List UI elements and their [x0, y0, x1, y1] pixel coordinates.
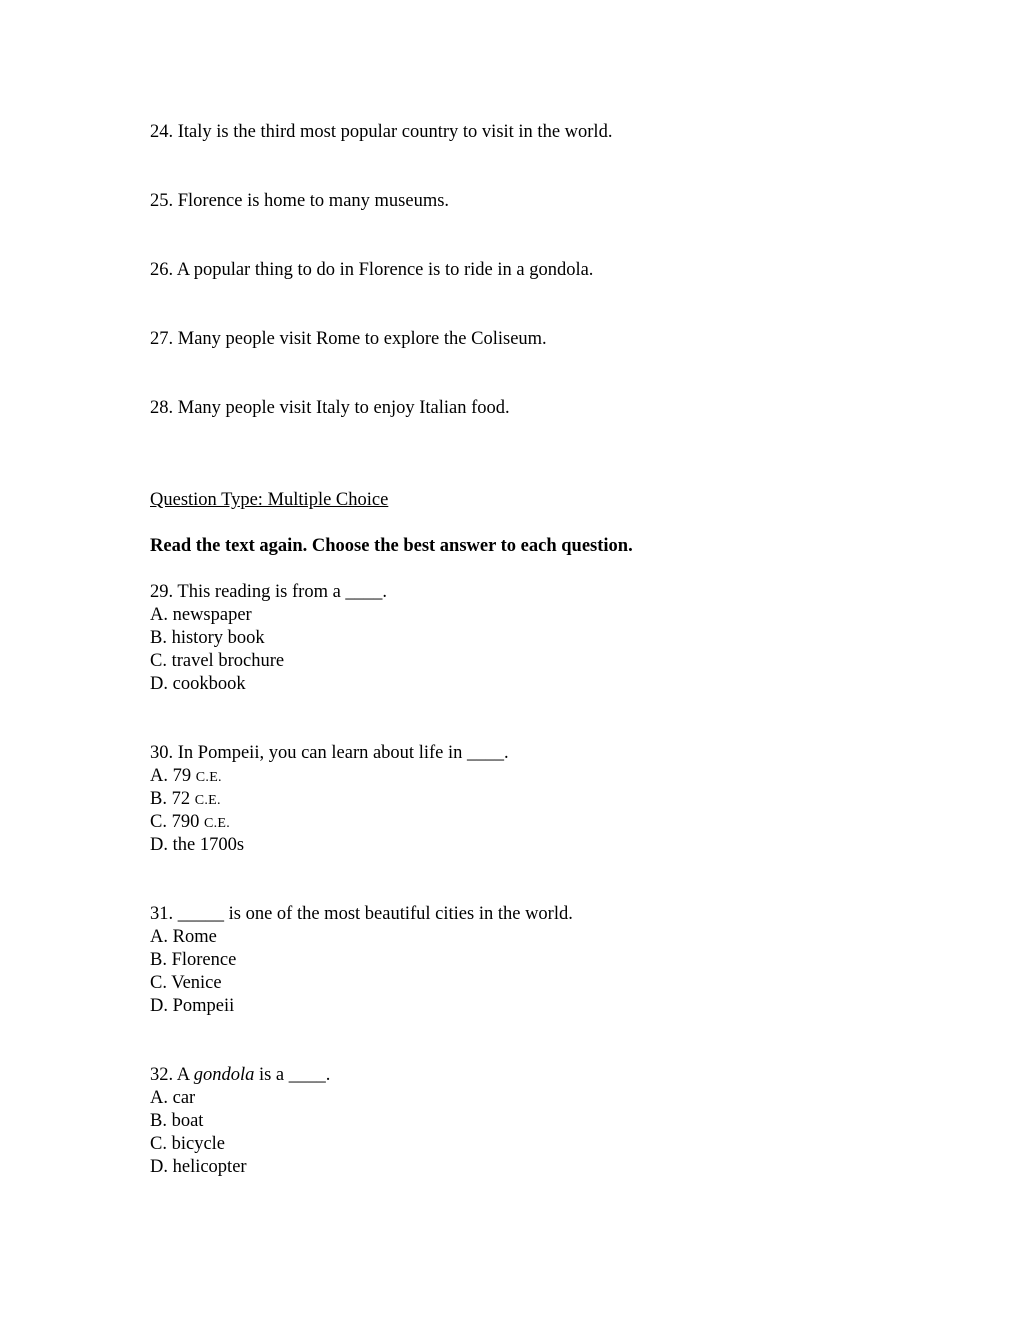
choice-d: D. cookbook	[150, 674, 246, 694]
question-prompt	[150, 1064, 330, 1087]
question-29	[150, 581, 387, 696]
choice-c: C. travel brochure	[150, 651, 285, 671]
question-prompt: 29. This reading is from a ____.	[150, 582, 388, 602]
choice-label: C. 790	[150, 812, 200, 832]
choice-d: D. helicopter	[150, 1157, 247, 1177]
era-label: C.E.	[194, 793, 221, 808]
statement-25: 25. Florence is home to many museums.	[150, 191, 450, 211]
choice-d	[150, 834, 509, 857]
choice-a: A. car	[150, 1088, 196, 1108]
choice-b	[150, 788, 509, 811]
choice-label: B. 72	[150, 789, 191, 809]
question-32	[150, 1064, 330, 1179]
question-prompt: 30. In Pompeii, you can learn about life in ____.	[150, 743, 509, 763]
question-30	[150, 742, 509, 857]
choice-a: A. newspaper	[150, 605, 252, 625]
choice-a: A. Rome	[150, 927, 217, 947]
prompt-prefix: 32. A	[150, 1065, 190, 1085]
choice-b: B. Florence	[150, 950, 237, 970]
question-31	[150, 903, 573, 1018]
choice-label: A. 79	[150, 766, 192, 786]
choice-label: D. the 1700s	[150, 835, 245, 855]
choice-d: D. Pompeii	[150, 996, 235, 1016]
statement-24: 24. Italy is the third most popular country to visit in the world.	[150, 122, 613, 142]
statement-27: 27. Many people visit Rome to explore the Coliseum.	[150, 329, 547, 349]
era-label: C.E.	[195, 770, 222, 785]
question-prompt: 31. _____ is one of the most beautiful cities in the world.	[150, 904, 573, 924]
choice-b: B. boat	[150, 1111, 204, 1131]
choice-c	[150, 811, 509, 834]
prompt-italic-term: gondola	[193, 1065, 255, 1085]
question-type-heading: Question Type: Multiple Choice	[150, 490, 389, 510]
statement-26: 26. A popular thing to do in Florence is to ride in a gondola.	[150, 260, 594, 280]
instructions: Read the text again. Choose the best answer to each question.	[150, 536, 633, 556]
choice-c: C. bicycle	[150, 1134, 226, 1154]
era-label: C.E.	[203, 816, 231, 831]
choice-a	[150, 765, 509, 788]
statement-28: 28. Many people visit Italy to enjoy Italian food.	[150, 398, 510, 418]
choice-b: B. history book	[150, 628, 265, 648]
prompt-suffix: is a ____.	[258, 1065, 331, 1085]
choice-c: C. Venice	[150, 973, 222, 993]
